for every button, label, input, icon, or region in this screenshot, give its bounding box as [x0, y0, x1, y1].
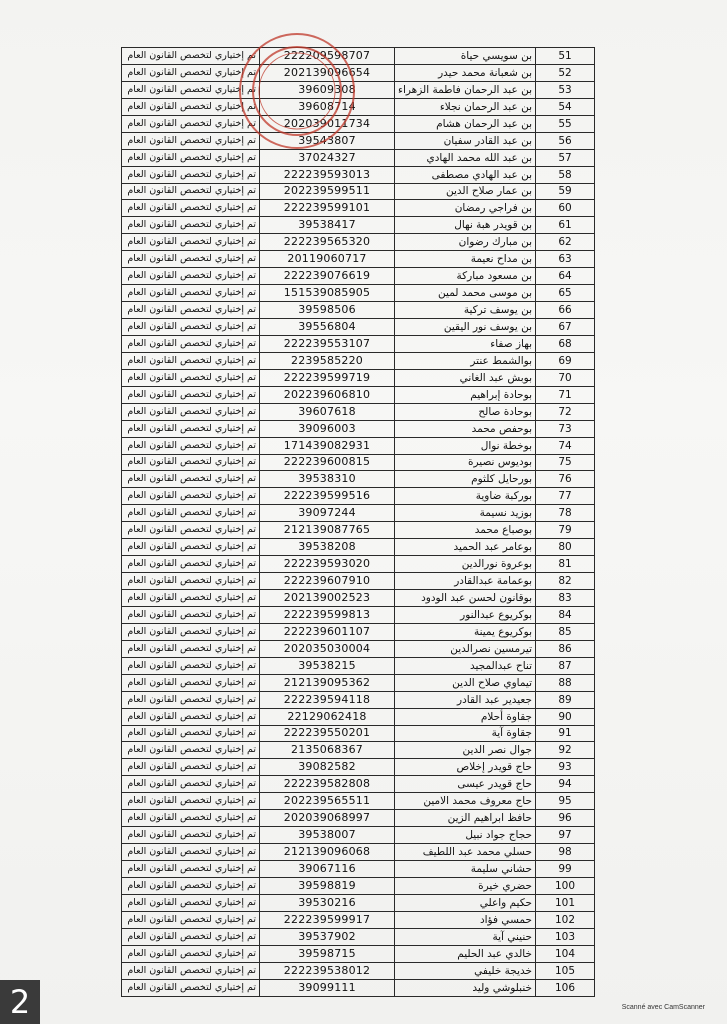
selection-result: تم إختياري لتخصص القانون العام [122, 522, 260, 539]
table-row [122, 539, 595, 556]
student-name: بن سويسي حياة [395, 48, 536, 65]
student-name: بن عبد القادر سفيان [395, 132, 536, 149]
student-name: بوصباع محمد [395, 522, 536, 539]
student-name: بوحفص محمد [395, 420, 536, 437]
student-id: 222239599101 [260, 200, 395, 217]
student-id: 222239076619 [260, 268, 395, 285]
student-name: حافظ ابراهيم الزين [395, 810, 536, 827]
student-id: 212139096068 [260, 844, 395, 861]
table-row [122, 522, 595, 539]
student-id: 222239593020 [260, 556, 395, 573]
selection-result: تم إختياري لتخصص القانون العام [122, 674, 260, 691]
row-number: 60 [536, 200, 595, 217]
selection-result: تم إختياري لتخصص القانون العام [122, 606, 260, 623]
student-name: بن مبارك رضوان [395, 234, 536, 251]
row-number: 57 [536, 149, 595, 166]
student-name: بوقانون لحسن عبد الودود [395, 590, 536, 607]
row-number: 86 [536, 640, 595, 657]
row-number: 83 [536, 590, 595, 607]
student-name: بن عمار صلاح الدين [395, 183, 536, 200]
table-row [122, 98, 595, 115]
row-number: 92 [536, 742, 595, 759]
student-id: 37024327 [260, 149, 395, 166]
table-row [122, 945, 595, 962]
selection-result: تم إختياري لتخصص القانون العام [122, 81, 260, 98]
student-name: بوالشمط عنتر [395, 352, 536, 369]
student-id: 222239553107 [260, 335, 395, 352]
row-number: 88 [536, 674, 595, 691]
student-name: بن يوسف نور اليقين [395, 319, 536, 336]
table-row [122, 268, 595, 285]
student-id: 39538215 [260, 657, 395, 674]
student-id: 39543807 [260, 132, 395, 149]
student-name: بن فراجي رمضان [395, 200, 536, 217]
student-name: حنيني آية [395, 928, 536, 945]
table-row [122, 590, 595, 607]
student-name: جوال نصر الدين [395, 742, 536, 759]
student-name: حاج قويدر إخلاص [395, 759, 536, 776]
table-row [122, 505, 595, 522]
table-row [122, 810, 595, 827]
student-name: بوحادة إبراهيم [395, 386, 536, 403]
student-id: 222239594118 [260, 691, 395, 708]
student-id: 39598819 [260, 877, 395, 894]
table-row [122, 827, 595, 844]
row-number: 62 [536, 234, 595, 251]
student-name: جقاوة أحلام [395, 708, 536, 725]
student-name: بوخطة نوال [395, 437, 536, 454]
selection-result: تم إختياري لتخصص القانون العام [122, 945, 260, 962]
selection-result: تم إختياري لتخصص القانون العام [122, 166, 260, 183]
student-id: 39530216 [260, 894, 395, 911]
table-row [122, 386, 595, 403]
results-table-body [122, 48, 595, 997]
results-table-wrapper [121, 47, 595, 997]
selection-result: تم إختياري لتخصص القانون العام [122, 352, 260, 369]
row-number: 94 [536, 776, 595, 793]
selection-result: تم إختياري لتخصص القانون العام [122, 437, 260, 454]
table-row [122, 149, 595, 166]
table-row [122, 844, 595, 861]
row-number: 73 [536, 420, 595, 437]
table-row [122, 115, 595, 132]
row-number: 104 [536, 945, 595, 962]
row-number: 85 [536, 623, 595, 640]
student-name: بن شعبانة محمد حيدر [395, 64, 536, 81]
selection-result: تم إختياري لتخصص القانون العام [122, 454, 260, 471]
table-row [122, 725, 595, 742]
row-number: 96 [536, 810, 595, 827]
row-number: 56 [536, 132, 595, 149]
student-name: بوركبة ضاوية [395, 488, 536, 505]
selection-result: تم إختياري لتخصص القانون العام [122, 369, 260, 386]
selection-result: تم إختياري لتخصص القانون العام [122, 335, 260, 352]
student-id: 39538310 [260, 471, 395, 488]
table-row [122, 708, 595, 725]
student-name: حمسي فؤاد [395, 911, 536, 928]
table-row [122, 369, 595, 386]
row-number: 61 [536, 217, 595, 234]
student-id: 39607618 [260, 403, 395, 420]
selection-result: تم إختياري لتخصص القانون العام [122, 861, 260, 878]
selection-result: تم إختياري لتخصص القانون العام [122, 928, 260, 945]
selection-result: تم إختياري لتخصص القانون العام [122, 420, 260, 437]
student-id: 212139087765 [260, 522, 395, 539]
student-name: بوديوس نصيرة [395, 454, 536, 471]
row-number: 76 [536, 471, 595, 488]
selection-result: تم إختياري لتخصص القانون العام [122, 217, 260, 234]
row-number: 59 [536, 183, 595, 200]
table-row [122, 420, 595, 437]
selection-result: تم إختياري لتخصص القانون العام [122, 64, 260, 81]
student-id: 39067116 [260, 861, 395, 878]
row-number: 67 [536, 319, 595, 336]
student-id: 222239607910 [260, 573, 395, 590]
row-number: 55 [536, 115, 595, 132]
student-id: 202039068997 [260, 810, 395, 827]
selection-result: تم إختياري لتخصص القانون العام [122, 911, 260, 928]
row-number: 74 [536, 437, 595, 454]
table-row [122, 48, 595, 65]
selection-result: تم إختياري لتخصص القانون العام [122, 691, 260, 708]
table-row [122, 877, 595, 894]
table-row [122, 234, 595, 251]
row-number: 54 [536, 98, 595, 115]
student-name: بوكريوع عبدالنور [395, 606, 536, 623]
student-name: بوزيد نسيمة [395, 505, 536, 522]
student-name: بورحايل كلثوم [395, 471, 536, 488]
student-name: بوعمامة عبدالقادر [395, 573, 536, 590]
table-row [122, 319, 595, 336]
student-name: حشاني سليمة [395, 861, 536, 878]
student-name: حاج قويدر عيسى [395, 776, 536, 793]
student-name: بوبش عبد الغاني [395, 369, 536, 386]
results-table [121, 47, 595, 997]
student-id: 151539085905 [260, 285, 395, 302]
row-number: 72 [536, 403, 595, 420]
student-name: بوكريوع يمينة [395, 623, 536, 640]
selection-result: تم إختياري لتخصص القانون العام [122, 556, 260, 573]
selection-result: تم إختياري لتخصص القانون العام [122, 759, 260, 776]
row-number: 80 [536, 539, 595, 556]
table-row [122, 556, 595, 573]
table-row [122, 962, 595, 979]
student-id: 22129062418 [260, 708, 395, 725]
table-row [122, 437, 595, 454]
table-row [122, 285, 595, 302]
student-name: حكيم واعلي [395, 894, 536, 911]
student-id: 39598715 [260, 945, 395, 962]
student-id: 39096003 [260, 420, 395, 437]
student-name: بن عبد الرحمان هشام [395, 115, 536, 132]
row-number: 69 [536, 352, 595, 369]
row-number: 105 [536, 962, 595, 979]
table-row [122, 183, 595, 200]
table-row [122, 166, 595, 183]
row-number: 89 [536, 691, 595, 708]
selection-result: تم إختياري لتخصص القانون العام [122, 962, 260, 979]
selection-result: تم إختياري لتخصص القانون العام [122, 302, 260, 319]
student-id: 212139095362 [260, 674, 395, 691]
table-row [122, 640, 595, 657]
selection-result: تم إختياري لتخصص القانون العام [122, 183, 260, 200]
selection-result: تم إختياري لتخصص القانون العام [122, 386, 260, 403]
student-id: 222239601107 [260, 623, 395, 640]
student-name: بن قويدر هبة نهال [395, 217, 536, 234]
row-number: 98 [536, 844, 595, 861]
student-name: بن مسعود مباركة [395, 268, 536, 285]
student-id: 222239582808 [260, 776, 395, 793]
table-row [122, 776, 595, 793]
selection-result: تم إختياري لتخصص القانون العام [122, 590, 260, 607]
student-id: 202239606810 [260, 386, 395, 403]
student-name: بن يوسف تركية [395, 302, 536, 319]
row-number: 53 [536, 81, 595, 98]
student-id: 202139096654 [260, 64, 395, 81]
table-row [122, 674, 595, 691]
selection-result: تم إختياري لتخصص القانون العام [122, 640, 260, 657]
table-row [122, 488, 595, 505]
table-row [122, 64, 595, 81]
student-id: 39608714 [260, 98, 395, 115]
row-number: 87 [536, 657, 595, 674]
selection-result: تم إختياري لتخصص القانون العام [122, 573, 260, 590]
row-number: 82 [536, 573, 595, 590]
table-row [122, 861, 595, 878]
table-row [122, 606, 595, 623]
student-id: 222239599719 [260, 369, 395, 386]
row-number: 66 [536, 302, 595, 319]
student-name: بن عبد الرحمان فاطمة الزهراء [395, 81, 536, 98]
table-row [122, 623, 595, 640]
table-row [122, 979, 595, 996]
selection-result: تم إختياري لتخصص القانون العام [122, 200, 260, 217]
selection-result: تم إختياري لتخصص القانون العام [122, 894, 260, 911]
row-number: 63 [536, 251, 595, 268]
row-number: 81 [536, 556, 595, 573]
row-number: 52 [536, 64, 595, 81]
student-id: 39538007 [260, 827, 395, 844]
student-id: 39082582 [260, 759, 395, 776]
selection-result: تم إختياري لتخصص القانون العام [122, 488, 260, 505]
row-number: 95 [536, 793, 595, 810]
row-number: 99 [536, 861, 595, 878]
selection-result: تم إختياري لتخصص القانون العام [122, 539, 260, 556]
selection-result: تم إختياري لتخصص القانون العام [122, 877, 260, 894]
student-name: بن عبد الرحمان نجلاء [395, 98, 536, 115]
student-id: 222239600815 [260, 454, 395, 471]
selection-result: تم إختياري لتخصص القانون العام [122, 251, 260, 268]
row-number: 79 [536, 522, 595, 539]
student-id: 222239538012 [260, 962, 395, 979]
selection-result: تم إختياري لتخصص القانون العام [122, 657, 260, 674]
selection-result: تم إختياري لتخصص القانون العام [122, 132, 260, 149]
selection-result: تم إختياري لتخصص القانون العام [122, 827, 260, 844]
row-number: 97 [536, 827, 595, 844]
student-name: حسلي محمد عبد اللطيف [395, 844, 536, 861]
table-row [122, 742, 595, 759]
student-name: بن عبد الله محمد الهادي [395, 149, 536, 166]
table-row [122, 335, 595, 352]
row-number: 91 [536, 725, 595, 742]
selection-result: تم إختياري لتخصص القانون العام [122, 285, 260, 302]
selection-result: تم إختياري لتخصص القانون العام [122, 776, 260, 793]
student-name: بن عبد الهادي مصطفى [395, 166, 536, 183]
table-row [122, 302, 595, 319]
table-row [122, 573, 595, 590]
student-id: 39097244 [260, 505, 395, 522]
row-number: 101 [536, 894, 595, 911]
row-number: 106 [536, 979, 595, 996]
student-name: بهاز صفاء [395, 335, 536, 352]
student-id: 39537902 [260, 928, 395, 945]
student-id: 39598506 [260, 302, 395, 319]
student-id: 2239585220 [260, 352, 395, 369]
student-name: تيرمسين نصرالدين [395, 640, 536, 657]
table-row [122, 691, 595, 708]
student-name: بوحادة صالح [395, 403, 536, 420]
table-row [122, 454, 595, 471]
student-id: 171439082931 [260, 437, 395, 454]
selection-result: تم إختياري لتخصص القانون العام [122, 505, 260, 522]
student-id: 39609308 [260, 81, 395, 98]
row-number: 78 [536, 505, 595, 522]
selection-result: تم إختياري لتخصص القانون العام [122, 844, 260, 861]
student-id: 39099111 [260, 979, 395, 996]
student-id: 39538417 [260, 217, 395, 234]
row-number: 65 [536, 285, 595, 302]
student-id: 222239565320 [260, 234, 395, 251]
row-number: 64 [536, 268, 595, 285]
student-id: 202039011734 [260, 115, 395, 132]
scanner-watermark: Scanné avec CamScanner [621, 1004, 705, 1011]
table-row [122, 759, 595, 776]
row-number: 90 [536, 708, 595, 725]
row-number: 100 [536, 877, 595, 894]
selection-result: تم إختياري لتخصص القانون العام [122, 98, 260, 115]
table-row [122, 200, 595, 217]
selection-result: تم إختياري لتخصص القانون العام [122, 742, 260, 759]
student-id: 202239565511 [260, 793, 395, 810]
student-id: 202239599511 [260, 183, 395, 200]
student-id: 222239593013 [260, 166, 395, 183]
student-name: حجاج جواد نبيل [395, 827, 536, 844]
table-row [122, 81, 595, 98]
selection-result: تم إختياري لتخصص القانون العام [122, 725, 260, 742]
table-row [122, 894, 595, 911]
student-name: خديجة خليفي [395, 962, 536, 979]
row-number: 84 [536, 606, 595, 623]
student-name: بن موسى محمد لمين [395, 285, 536, 302]
table-row [122, 793, 595, 810]
selection-result: تم إختياري لتخصص القانون العام [122, 319, 260, 336]
table-row [122, 352, 595, 369]
table-row [122, 403, 595, 420]
student-name: تيماوي صلاح الدين [395, 674, 536, 691]
row-number: 70 [536, 369, 595, 386]
selection-result: تم إختياري لتخصص القانون العام [122, 810, 260, 827]
student-id: 222209598707 [260, 48, 395, 65]
row-number: 58 [536, 166, 595, 183]
student-id: 222239599516 [260, 488, 395, 505]
table-row [122, 657, 595, 674]
student-name: جعيدير عبد القادر [395, 691, 536, 708]
student-id: 202035030004 [260, 640, 395, 657]
student-id: 39556804 [260, 319, 395, 336]
row-number: 93 [536, 759, 595, 776]
student-id: 20119060717 [260, 251, 395, 268]
student-name: تناح عبدالمجيد [395, 657, 536, 674]
selection-result: تم إختياري لتخصص القانون العام [122, 234, 260, 251]
row-number: 75 [536, 454, 595, 471]
selection-result: تم إختياري لتخصص القانون العام [122, 623, 260, 640]
table-row [122, 928, 595, 945]
student-name: بوعامر عبد الحميد [395, 539, 536, 556]
student-id: 222239550201 [260, 725, 395, 742]
page-number: 2 [0, 980, 40, 1024]
selection-result: تم إختياري لتخصص القانون العام [122, 115, 260, 132]
table-row [122, 217, 595, 234]
student-name: بوعروة نورالدين [395, 556, 536, 573]
row-number: 68 [536, 335, 595, 352]
selection-result: تم إختياري لتخصص القانون العام [122, 979, 260, 996]
student-name: حضري خيرة [395, 877, 536, 894]
table-row [122, 251, 595, 268]
row-number: 71 [536, 386, 595, 403]
table-row [122, 911, 595, 928]
row-number: 51 [536, 48, 595, 65]
student-name: خنبلوشي وليد [395, 979, 536, 996]
row-number: 102 [536, 911, 595, 928]
selection-result: تم إختياري لتخصص القانون العام [122, 149, 260, 166]
student-id: 39538208 [260, 539, 395, 556]
student-id: 222239599813 [260, 606, 395, 623]
student-name: بن مداح نعيمة [395, 251, 536, 268]
student-id: 202139002523 [260, 590, 395, 607]
row-number: 103 [536, 928, 595, 945]
selection-result: تم إختياري لتخصص القانون العام [122, 471, 260, 488]
selection-result: تم إختياري لتخصص القانون العام [122, 403, 260, 420]
row-number: 77 [536, 488, 595, 505]
selection-result: تم إختياري لتخصص القانون العام [122, 48, 260, 65]
selection-result: تم إختياري لتخصص القانون العام [122, 793, 260, 810]
table-row [122, 132, 595, 149]
student-name: خالدي عبد الحليم [395, 945, 536, 962]
student-name: جقاوة آية [395, 725, 536, 742]
student-name: حاج معروف محمد الامين [395, 793, 536, 810]
selection-result: تم إختياري لتخصص القانون العام [122, 708, 260, 725]
student-id: 2135068367 [260, 742, 395, 759]
student-id: 222239599917 [260, 911, 395, 928]
selection-result: تم إختياري لتخصص القانون العام [122, 268, 260, 285]
table-row [122, 471, 595, 488]
